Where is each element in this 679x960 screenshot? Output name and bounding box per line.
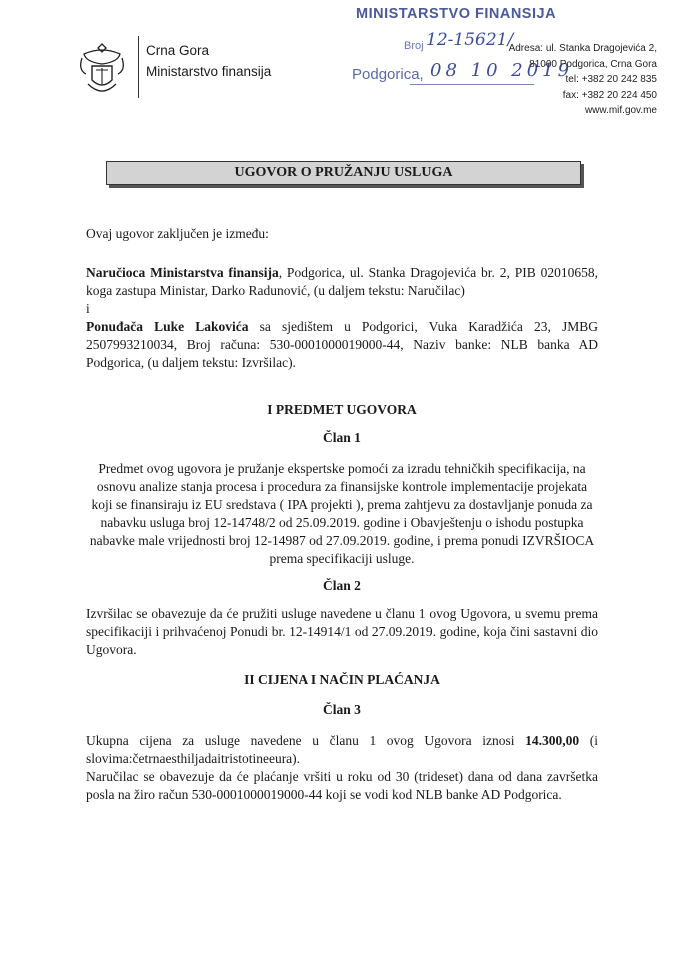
website-link[interactable]: www.mif.gov.me xyxy=(584,105,657,116)
clan-3-text-b: (i slovima:četrnaesthiljadaitristotineeura). xyxy=(86,733,599,766)
stamp-title: MINISTARSTVO FINANSIJA xyxy=(356,6,557,22)
fax-line: fax: +382 20 224 450 xyxy=(562,89,657,101)
stamp-broj-label: Broj xyxy=(404,40,424,52)
contract-amount: 14.300,00 xyxy=(525,733,580,748)
clan-3-heading: Član 3 xyxy=(323,702,361,717)
clan-3-price xyxy=(86,732,598,768)
conjunction: i xyxy=(86,301,90,316)
section-2-heading: II CIJENA I NAČIN PLAĆANJA xyxy=(244,672,440,687)
contact-block xyxy=(509,41,657,119)
stamp-city: Podgorica, xyxy=(352,66,424,83)
country-name: Crna Gora xyxy=(146,43,210,58)
clan-3-text-a: Ukupna cijena za usluge navedene u članu 1 ovog Ugovora iznosi xyxy=(86,733,526,748)
clan-2-text: Izvršilac se obavezuje da će pružiti usluge navedene u članu 1 ovog Ugovora, u svemu prema specifikaciji i prihvaćenoj Ponudi br. 12-14914/1 od 27.09.2019. godine, koja čini sastavni dio Ugovora. xyxy=(86,606,598,657)
document-title: UGOVOR O PRUŽANJU USLUGA xyxy=(106,161,581,185)
party-1 xyxy=(86,264,598,300)
header-divider xyxy=(138,36,139,98)
handwritten-date: 08 10 2019 xyxy=(430,60,574,81)
party-2-details: sa sjedištem u Podgorici, Vuka Karadžića 23, JMBG 2507993210034, Broj računa: 530-0001000019000-44, Naziv banke: NLB banka AD Podgorica, (u daljem tekstu: Izvršilac). xyxy=(86,319,599,370)
party-2-name: Ponuđača Luke Lakovića xyxy=(86,319,249,334)
address-line-1: Adresa: ul. Stanka Dragojevića 2, xyxy=(508,43,657,54)
issuer-block xyxy=(146,40,271,82)
party-2 xyxy=(86,318,598,372)
handwritten-number: 12-15621/ xyxy=(426,30,514,50)
party-1-details: , Podgorica, ul. Stanka Dragojevića br. 2, PIB 02010658, koga zastupa Ministar, Darko Radunović, (u daljem tekstu: Naručilac) xyxy=(86,265,598,298)
clan-2-heading: Član 2 xyxy=(323,578,361,593)
intro-text: Ovaj ugovor zaključen je između: xyxy=(86,226,269,241)
address-line-2: 81000 Podgorica, Crna Gora xyxy=(529,58,657,70)
clan-1-text: Predmet ovog ugovora je pružanje ekspertske pomoći za izradu tehničkih specifikacija, na osnovu analize stanja procesa i procedura za finansijske kontrole implementacije projekata koji se finansiraju iz EU sredstava ( IPA projekti ), prema zahtjevu za dostavljanje ponuda za nabavku usluga broj 12-14748/2 od 25.09.2019. godine i Obavještenju o ishodu postupka nabavke male vrijednosti broj 12-14987 od 27.09.2019. godine, i prema ponudi IZVRŠIOCA prema specifikaciji usluge. xyxy=(89,461,595,566)
ministry-name: Ministarstvo finansija xyxy=(146,64,272,79)
clan-1-heading: Član 1 xyxy=(323,430,361,445)
tel-line: tel: +382 20 242 835 xyxy=(565,74,657,85)
coat-of-arms-icon xyxy=(76,40,128,98)
section-1-heading: I PREDMET UGOVORA xyxy=(267,402,417,417)
clan-3-payment: Naručilac se obavezuje da će plaćanje vršiti u roku od 30 (trideset) dana od dana završetka posla na žiro račun 530-0001000019000-44 koji se vodi kod NLB banke AD Podgorica. xyxy=(86,769,598,802)
party-1-name: Naručioca Ministarstva finansija xyxy=(86,265,279,280)
